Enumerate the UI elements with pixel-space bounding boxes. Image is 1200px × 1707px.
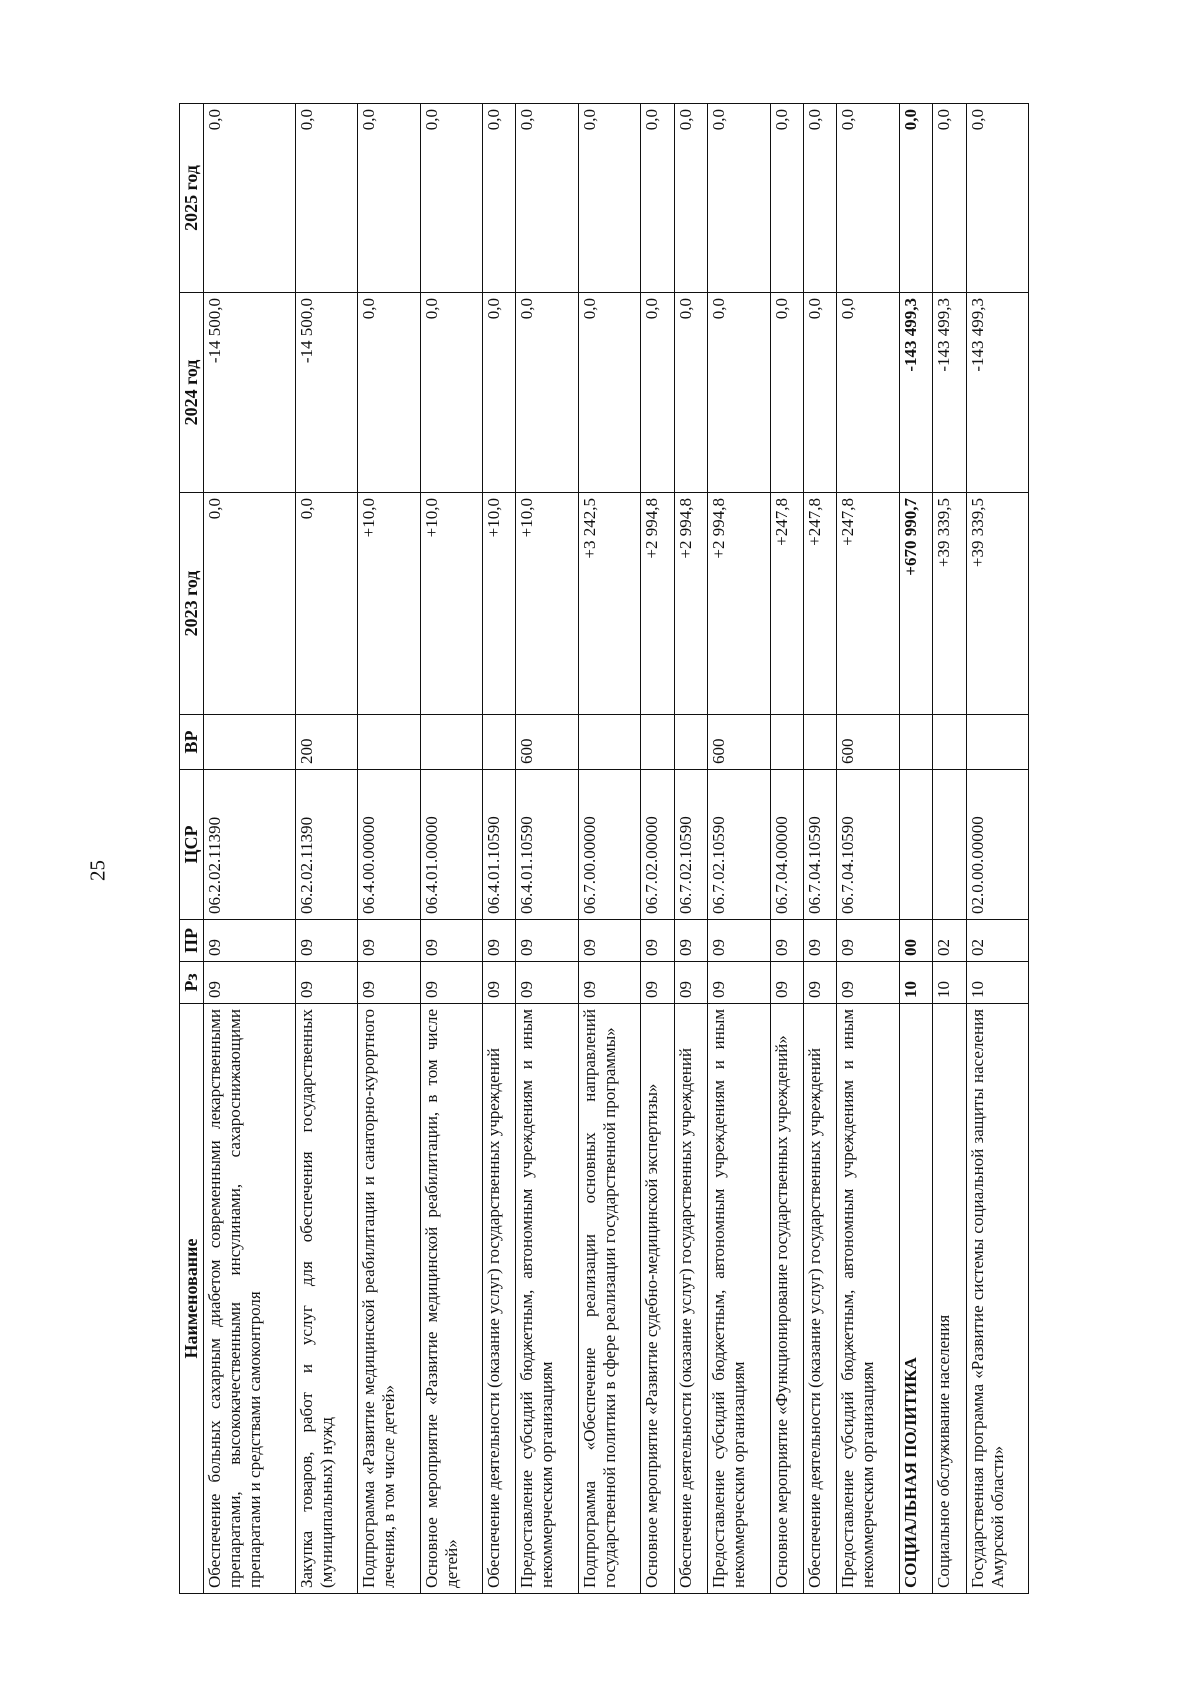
cell-csr: 06.2.02.11390 — [295, 770, 357, 920]
cell-name: Обеспечение деятельности (оказание услуг) государственных учреждений — [483, 1004, 516, 1594]
cell-2024: 0,0 — [803, 293, 836, 493]
cell-pr: 09 — [770, 920, 803, 962]
cell-2024: 0,0 — [770, 293, 803, 493]
cell-pr: 09 — [641, 920, 674, 962]
cell-2023: +247,8 — [837, 493, 899, 715]
cell-2025: 0,0 — [708, 104, 770, 293]
cell-rz: 09 — [803, 962, 836, 1004]
header-2023: 2023 год — [180, 493, 204, 715]
cell-name: Социальное обслуживание населения — [933, 1004, 966, 1594]
cell-2023: +2 994,8 — [708, 493, 770, 715]
cell-vr — [933, 715, 966, 770]
cell-csr: 06.4.01.10590 — [516, 770, 578, 920]
cell-2025: 0,0 — [204, 104, 295, 293]
cell-pr: 09 — [483, 920, 516, 962]
cell-csr: 06.7.02.10590 — [674, 770, 707, 920]
cell-rz: 09 — [204, 962, 295, 1004]
header-2024: 2024 год — [180, 293, 204, 493]
cell-2025: 0,0 — [295, 104, 357, 293]
cell-csr: 06.7.00.00000 — [578, 770, 640, 920]
cell-2023: +670 990,7 — [899, 493, 932, 715]
cell-vr — [803, 715, 836, 770]
cell-name: Основное мероприятие «Функционирование государственных учреждений» — [770, 1004, 803, 1594]
cell-name: Подпрограмма «Развитие медицинской реабилитации и санаторно-курортного лечения, в том числе детей» — [358, 1004, 420, 1594]
cell-rz: 09 — [770, 962, 803, 1004]
cell-rz: 10 — [933, 962, 966, 1004]
cell-vr — [578, 715, 640, 770]
cell-2023: 0,0 — [295, 493, 357, 715]
table-row — [483, 104, 516, 1594]
header-2025: 2025 год — [180, 104, 204, 293]
cell-pr: 09 — [358, 920, 420, 962]
cell-rz: 09 — [708, 962, 770, 1004]
cell-name: Обеспечение больных сахарным диабетом современными лекарственными препаратами, высококачественными инсулинами, сахароснижающими препаратами и средствами самоконтроля — [204, 1004, 295, 1594]
cell-name: Закупка товаров, работ и услуг для обеспечения государственных (муниципальных) нужд — [295, 1004, 357, 1594]
cell-vr — [358, 715, 420, 770]
cell-2025: 0,0 — [483, 104, 516, 293]
cell-pr: 09 — [837, 920, 899, 962]
cell-2025: 0,0 — [837, 104, 899, 293]
table-row — [295, 104, 357, 1594]
table-row — [837, 104, 899, 1594]
cell-2023: 0,0 — [204, 493, 295, 715]
cell-rz: 09 — [674, 962, 707, 1004]
cell-name: Обеспечение деятельности (оказание услуг) государственных учреждений — [803, 1004, 836, 1594]
cell-name: Основное мероприятие «Развитие медицинской реабилитации, в том числе детей» — [420, 1004, 482, 1594]
cell-vr: 200 — [295, 715, 357, 770]
cell-csr: 06.7.04.10590 — [837, 770, 899, 920]
cell-name: Обеспечение деятельности (оказание услуг) государственных учреждений — [674, 1004, 707, 1594]
cell-vr: 600 — [708, 715, 770, 770]
cell-csr — [933, 770, 966, 920]
table-body — [204, 104, 1029, 1594]
cell-2024: 0,0 — [837, 293, 899, 493]
cell-rz: 09 — [641, 962, 674, 1004]
cell-pr: 02 — [966, 920, 1028, 962]
cell-rz: 09 — [420, 962, 482, 1004]
cell-pr: 09 — [708, 920, 770, 962]
table-row — [641, 104, 674, 1594]
cell-2024: 0,0 — [578, 293, 640, 493]
cell-csr: 06.4.01.10590 — [483, 770, 516, 920]
table-row — [578, 104, 640, 1594]
cell-2024: 0,0 — [516, 293, 578, 493]
table-row — [708, 104, 770, 1594]
cell-vr: 600 — [516, 715, 578, 770]
cell-csr: 06.2.02.11390 — [204, 770, 295, 920]
cell-vr — [483, 715, 516, 770]
cell-vr — [420, 715, 482, 770]
cell-pr: 09 — [420, 920, 482, 962]
budget-table — [179, 103, 1029, 1594]
cell-pr: 09 — [674, 920, 707, 962]
cell-2023: +10,0 — [358, 493, 420, 715]
header-name: Наименование — [180, 1004, 204, 1594]
cell-2023: +10,0 — [516, 493, 578, 715]
cell-name: Основное мероприятие «Развитие судебно-медицинской экспертизы» — [641, 1004, 674, 1594]
cell-2025: 0,0 — [516, 104, 578, 293]
cell-rz: 09 — [358, 962, 420, 1004]
cell-2023: +2 994,8 — [674, 493, 707, 715]
cell-2024: -143 499,3 — [899, 293, 932, 493]
cell-pr: 09 — [516, 920, 578, 962]
cell-pr: 09 — [204, 920, 295, 962]
cell-2025: 0,0 — [641, 104, 674, 293]
table-row — [516, 104, 578, 1594]
cell-2025: 0,0 — [420, 104, 482, 293]
cell-2024: -14 500,0 — [204, 293, 295, 493]
cell-2025: 0,0 — [358, 104, 420, 293]
header-vr: ВР — [180, 715, 204, 770]
header-csr: ЦСР — [180, 770, 204, 920]
table-row — [966, 104, 1028, 1594]
header-pr: ПР — [180, 920, 204, 962]
cell-csr: 06.7.04.10590 — [803, 770, 836, 920]
budget-table-wrapper — [179, 104, 1029, 1594]
cell-2023: +2 994,8 — [641, 493, 674, 715]
table-row — [420, 104, 482, 1594]
cell-2024: -143 499,3 — [933, 293, 966, 493]
cell-2023: +247,8 — [770, 493, 803, 715]
cell-2024: 0,0 — [708, 293, 770, 493]
cell-2024: -143 499,3 — [966, 293, 1028, 493]
cell-rz: 09 — [483, 962, 516, 1004]
cell-csr: 06.4.01.00000 — [420, 770, 482, 920]
cell-name: Предоставление субсидий бюджетным, автономным учреждениям и иным некоммерческим организациям — [516, 1004, 578, 1594]
table-row — [803, 104, 836, 1594]
cell-pr: 09 — [803, 920, 836, 962]
cell-csr: 06.4.00.00000 — [358, 770, 420, 920]
cell-name: СОЦИАЛЬНАЯ ПОЛИТИКА — [899, 1004, 932, 1594]
page-number: 25 — [85, 860, 110, 881]
cell-csr: 06.7.02.00000 — [641, 770, 674, 920]
cell-2024: 0,0 — [483, 293, 516, 493]
cell-csr: 02.0.00.00000 — [966, 770, 1028, 920]
cell-csr — [899, 770, 932, 920]
table-row — [674, 104, 707, 1594]
cell-rz: 09 — [295, 962, 357, 1004]
cell-vr: 600 — [837, 715, 899, 770]
cell-2023: +39 339,5 — [933, 493, 966, 715]
cell-vr — [966, 715, 1028, 770]
cell-2025: 0,0 — [899, 104, 932, 293]
cell-2024: 0,0 — [420, 293, 482, 493]
cell-pr: 02 — [933, 920, 966, 962]
cell-rz: 09 — [516, 962, 578, 1004]
cell-rz: 09 — [837, 962, 899, 1004]
cell-rz: 10 — [899, 962, 932, 1004]
cell-pr: 09 — [295, 920, 357, 962]
cell-pr: 09 — [578, 920, 640, 962]
cell-2025: 0,0 — [578, 104, 640, 293]
cell-2025: 0,0 — [933, 104, 966, 293]
cell-2025: 0,0 — [803, 104, 836, 293]
cell-vr — [641, 715, 674, 770]
cell-vr — [204, 715, 295, 770]
cell-2023: +39 339,5 — [966, 493, 1028, 715]
cell-2023: +10,0 — [420, 493, 482, 715]
cell-2024: 0,0 — [358, 293, 420, 493]
cell-2024: 0,0 — [674, 293, 707, 493]
cell-name: Подпрограмма «Обеспечение реализации основных направлений государственной политики в сфере реализации государственной программы» — [578, 1004, 640, 1594]
header-rz: Рз — [180, 962, 204, 1004]
cell-csr: 06.7.02.10590 — [708, 770, 770, 920]
cell-rz: 09 — [578, 962, 640, 1004]
cell-2025: 0,0 — [674, 104, 707, 293]
table-row — [358, 104, 420, 1594]
table-row — [899, 104, 932, 1594]
cell-2024: -14 500,0 — [295, 293, 357, 493]
cell-name: Государственная программа «Развитие системы социальной защиты населения Амурской области» — [966, 1004, 1028, 1594]
cell-2025: 0,0 — [770, 104, 803, 293]
cell-vr — [770, 715, 803, 770]
cell-name: Предоставление субсидий бюджетным, автономным учреждениям и иным некоммерческим организациям — [708, 1004, 770, 1594]
table-header-row — [180, 104, 204, 1594]
table-row — [204, 104, 295, 1594]
cell-vr — [899, 715, 932, 770]
cell-rz: 10 — [966, 962, 1028, 1004]
cell-2023: +3 242,5 — [578, 493, 640, 715]
cell-2023: +10,0 — [483, 493, 516, 715]
cell-2024: 0,0 — [641, 293, 674, 493]
cell-vr — [674, 715, 707, 770]
table-row — [933, 104, 966, 1594]
cell-name: Предоставление субсидий бюджетным, автономным учреждениям и иным некоммерческим организациям — [837, 1004, 899, 1594]
cell-csr: 06.7.04.00000 — [770, 770, 803, 920]
cell-2023: +247,8 — [803, 493, 836, 715]
cell-pr: 00 — [899, 920, 932, 962]
table-row — [770, 104, 803, 1594]
cell-2025: 0,0 — [966, 104, 1028, 293]
